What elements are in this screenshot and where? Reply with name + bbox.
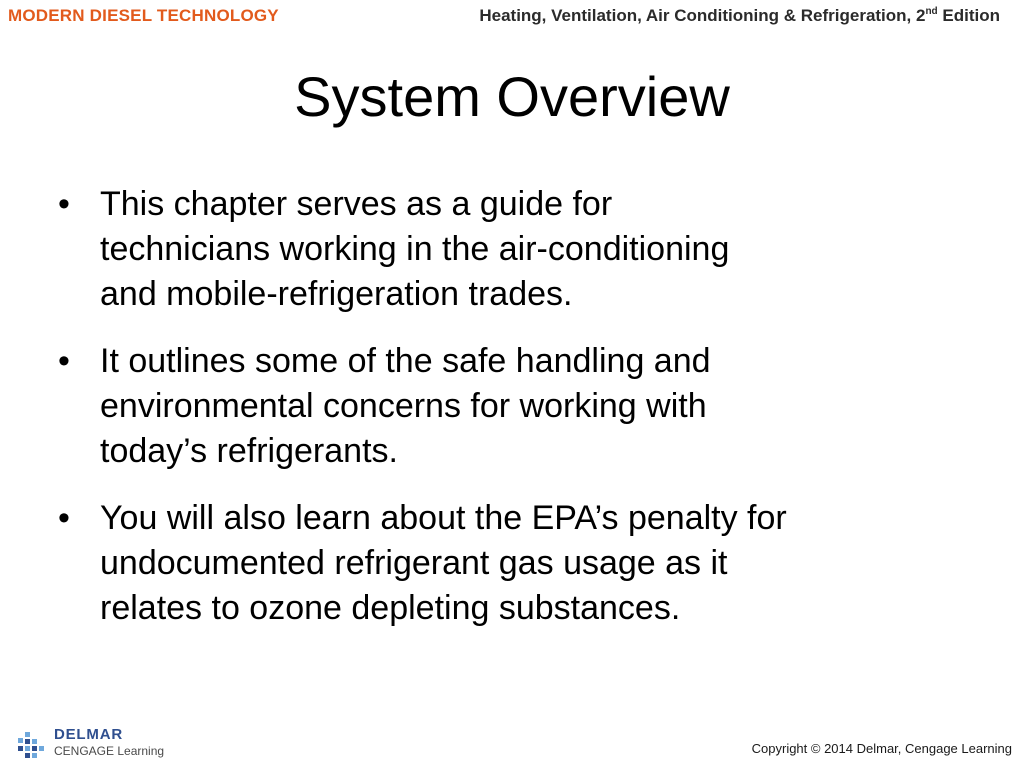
bullet-text-line: relates to ozone depleting substances.: [100, 589, 681, 627]
delmar-dot-grid-icon: [14, 728, 48, 762]
bullet-marker: •: [58, 499, 70, 537]
bullet-text-line: environmental concerns for working with: [100, 387, 707, 425]
bullet-text-line: It outlines some of the safe handling and: [100, 342, 711, 380]
bullet-text-line: technicians working in the air-conditioning: [100, 230, 730, 268]
book-title-label: [479, 6, 1000, 26]
bullet-text-line: and mobile-refrigeration trades.: [100, 275, 573, 313]
bullet-item: [58, 182, 988, 317]
slide-title: System Overview: [294, 65, 730, 128]
publisher-logo: [14, 724, 184, 764]
logo-name: DELMAR: [54, 726, 123, 743]
copyright-notice: Copyright © 2014 Delmar, Cengage Learning: [751, 741, 1012, 756]
edition-word: Edition: [937, 6, 1000, 25]
bullet-text-line: You will also learn about the EPA’s penalty for: [100, 499, 787, 537]
book-series-label: MODERN DIESEL TECHNOLOGY: [8, 6, 279, 25]
bullet-marker: •: [58, 342, 70, 380]
bullet-text-line: undocumented refrigerant gas usage as it: [100, 544, 728, 582]
bullet-item: [58, 496, 988, 631]
edition-superscript: nd: [925, 6, 938, 17]
slide-header: [0, 0, 1024, 34]
logo-subtitle: CENGAGE Learning: [54, 744, 165, 758]
bullet-item: [58, 339, 988, 474]
bullet-list: [58, 182, 988, 653]
bullet-text-line: today’s refrigerants.: [100, 432, 398, 470]
bullet-text-line: This chapter serves as a guide for: [100, 185, 613, 223]
bullet-marker: •: [58, 185, 70, 223]
book-title-text: Heating, Ventilation, Air Conditioning & Refrigeration, 2: [479, 6, 926, 25]
